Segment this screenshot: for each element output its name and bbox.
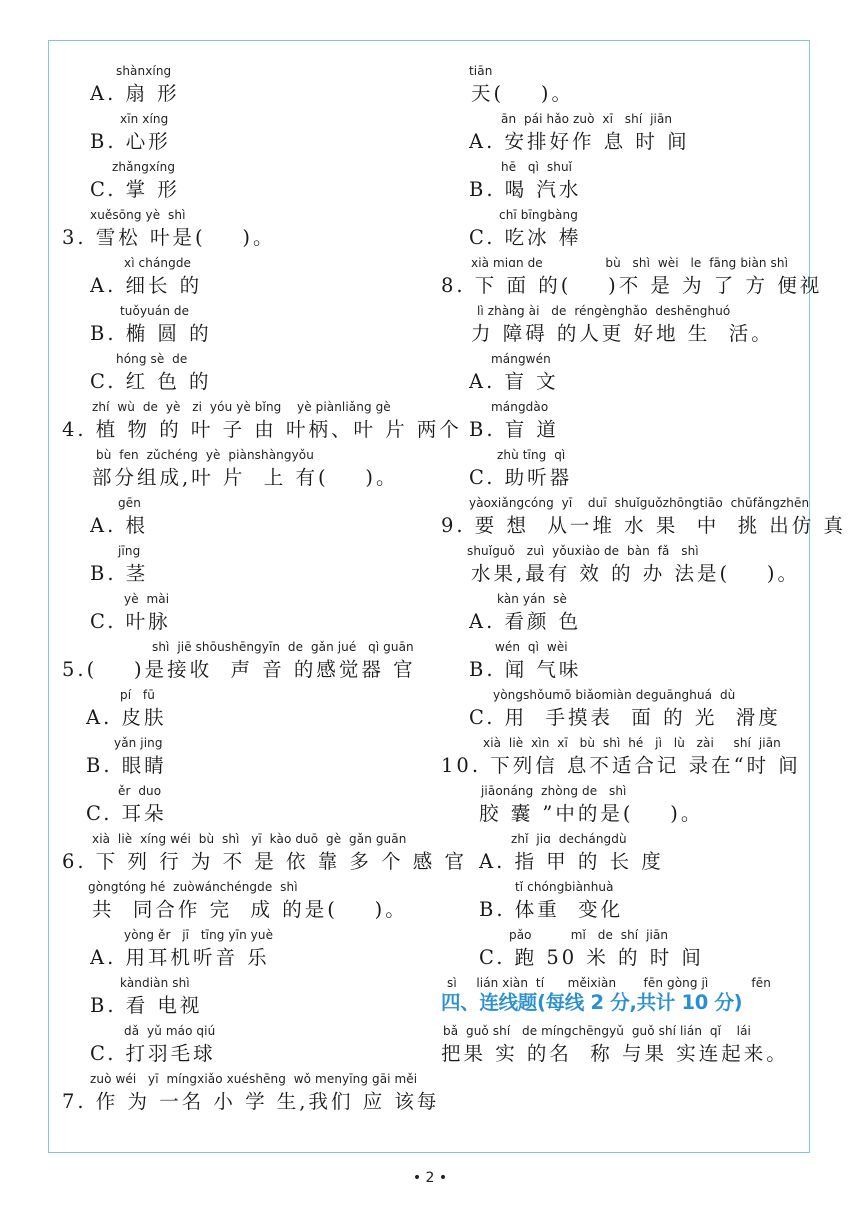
- pinyin-line: dǎ yǔ máo qiú: [124, 1024, 216, 1038]
- pinyin-line: xià liè xíng wéi bù shì yī kào duō gè gǎn guān: [92, 832, 407, 846]
- question-line: [62, 778, 428, 826]
- text-line: 6. 下 列 行 为 不 是 依 靠 多 个 感 官: [62, 850, 467, 873]
- text-line: 部分组成,叶 片 上 有( )。: [92, 466, 399, 489]
- text-line: 8. 下 面 的( )不 是 为 了 方 便视: [441, 274, 823, 297]
- pinyin-line: shì jiē shōushēngyīn de gǎn jué qì guān: [152, 640, 414, 654]
- question-line: [441, 442, 807, 490]
- question-line: [441, 682, 807, 730]
- pinyin-line: gòngtóng hé zuòwánchéngde shì: [88, 880, 298, 894]
- question-line: [62, 1066, 440, 1114]
- text-line: C. 打羽毛球: [90, 1042, 216, 1065]
- text-line: A. 指 甲 的 长 度: [479, 850, 664, 873]
- question-line: [441, 538, 807, 586]
- question-line: [441, 922, 807, 970]
- text-line: 天( )。: [471, 82, 575, 105]
- question-line: [441, 586, 807, 634]
- pinyin-line: hē qì shuǐ: [501, 160, 573, 174]
- question-line: [62, 922, 428, 970]
- question-line: [62, 970, 428, 1018]
- pinyin-line: jiāonáng zhòng de shì: [481, 784, 627, 798]
- pinyin-line: kàn yán sè: [497, 592, 567, 606]
- pinyin-line: xià miɑn de bù shì wèi le fāng biàn shì: [471, 256, 789, 270]
- question-line: [441, 730, 807, 778]
- question-line: [441, 778, 807, 826]
- text-line: 5.( )是接收 声 音 的感觉器 官: [62, 658, 416, 681]
- text-line: C. 助听器: [469, 466, 573, 489]
- text-line: A. 用耳机听音 乐: [90, 946, 270, 969]
- text-line: A. 盲 文: [469, 370, 559, 393]
- text-line: B. 茎: [90, 562, 149, 585]
- question-line: [441, 106, 807, 154]
- pinyin-line: tǐ chóngbiànhuà: [515, 880, 614, 894]
- question-line: [441, 874, 807, 922]
- question-line: [62, 826, 467, 874]
- pinyin-line: hóng sè de: [116, 352, 188, 366]
- pinyin-line: zuò wéi yī míngxiǎo xuéshēng wǒ menyīng gāi měi: [90, 1072, 418, 1086]
- text-line: A. 细长 的: [90, 274, 203, 297]
- question-line: [62, 874, 428, 922]
- question-line: [62, 1018, 428, 1066]
- pinyin-line: xuěsōng yè shì: [90, 208, 186, 222]
- pinyin-line: yòng ěr jī tīng yīn yuè: [124, 928, 274, 942]
- question-line: [62, 202, 428, 250]
- pinyin-line: bǎ guǒ shí de míngchēngyǔ guǒ shí lián qǐ lái: [443, 1024, 751, 1038]
- text-line: C. 用 手摸表 面 的 光 滑度: [469, 706, 781, 729]
- pinyin-line: xīn xíng: [120, 112, 169, 126]
- question-line: [441, 1018, 807, 1066]
- pinyin-line: tuǒyuán de: [120, 304, 190, 318]
- right-column: [441, 58, 846, 1066]
- pinyin-line: ān pái hǎo zuò xī shí jiān: [501, 112, 673, 126]
- text-line: B. 心形: [90, 130, 171, 153]
- question-line: [62, 490, 428, 538]
- pinyin-line: gēn: [118, 496, 141, 510]
- text-line: B. 闻 气味: [469, 658, 582, 681]
- pinyin-line: xià liè xìn xī bù shì hé jì lù zài shí jiān: [483, 736, 781, 750]
- question-line: [62, 106, 428, 154]
- question-line: [62, 250, 428, 298]
- text-line: A. 皮肤: [86, 706, 167, 729]
- question-line: [441, 394, 807, 442]
- text-line: A. 根: [90, 514, 148, 537]
- question-line: [62, 394, 462, 442]
- question-line: [441, 154, 807, 202]
- pinyin-line: mángwén: [491, 352, 551, 366]
- text-line: A. 安排好作 息 时 间: [469, 130, 690, 153]
- text-line: C. 红 色 的: [90, 370, 212, 393]
- text-line: C. 掌 形: [90, 178, 180, 201]
- text-line: 4. 植 物 的 叶 子 由 叶柄、叶 片 两个: [62, 418, 462, 441]
- text-line: C. 跑 50 米 的 时 间: [479, 946, 704, 969]
- text-line: 胶 囊 ”中的是( )。: [479, 802, 704, 825]
- question-line: [62, 634, 428, 682]
- pinyin-line: yàoxiǎngcóng yī duī shuǐguǒzhōngtiāo chūfǎngzhēn: [469, 496, 810, 510]
- pinyin-line: zhù tīng qì: [497, 448, 566, 462]
- text-line: 共 同合作 完 成 的是( )。: [92, 898, 408, 921]
- text-line: 10. 下列信 息不适合记 录在“时 间: [441, 754, 801, 777]
- pinyin-line: pǎo mǐ de shí jiān: [509, 928, 669, 942]
- text-line: B. 眼睛: [86, 754, 167, 777]
- question-line: [62, 298, 428, 346]
- pinyin-line: zhǐ jiɑ dechángdù: [511, 832, 627, 846]
- pinyin-line: lì zhàng ài de réngènghǎo deshēnghuó: [477, 304, 731, 318]
- pinyin-line: yòngshǒumō biǎomiàn deguānghuá dù: [493, 688, 736, 702]
- text-line: C. 耳朵: [86, 802, 167, 825]
- text-line: 9. 要 想 从一堆 水 果 中 挑 出仿 真: [441, 514, 846, 537]
- text-line: 3. 雪松 叶是( )。: [62, 226, 276, 249]
- question-line: [441, 58, 807, 106]
- pinyin-line: ěr duo: [118, 784, 162, 798]
- text-line: C. 吃冰 棒: [469, 226, 582, 249]
- question-line: [62, 442, 428, 490]
- question-line: [441, 202, 807, 250]
- question-line: [62, 154, 428, 202]
- pinyin-line: kàndiàn shì: [120, 976, 190, 990]
- question-line: [441, 298, 807, 346]
- pinyin-line: xì chángde: [124, 256, 192, 270]
- question-line: [441, 490, 846, 538]
- question-line: [441, 970, 807, 1018]
- question-line: [441, 346, 807, 394]
- text-line: 7. 作 为 一名 小 学 生,我们 应 该每: [62, 1090, 440, 1113]
- pinyin-line: chī bīngbàng: [499, 208, 578, 222]
- question-line: [441, 634, 807, 682]
- pinyin-line: pí fū: [120, 688, 155, 702]
- pinyin-line: jīng: [118, 544, 141, 558]
- pinyin-line: tiān: [469, 64, 493, 78]
- pinyin-line: mángdào: [491, 400, 549, 414]
- question-line: [441, 250, 823, 298]
- pinyin-line: sì lián xiàn tí měixiàn fēn gòng jì fēn: [447, 976, 771, 990]
- pinyin-line: zhí wù de yè zi yóu yè bǐng yè piànliǎng gè: [92, 400, 391, 414]
- text-line: B. 椭 圆 的: [90, 322, 212, 345]
- pinyin-line: bù fen zǔchéng yè piànshàngyǒu: [96, 448, 314, 462]
- text-line: B. 喝 汽水: [469, 178, 582, 201]
- pinyin-line: shànxíng: [116, 64, 172, 78]
- left-column: [62, 58, 467, 1114]
- question-line: [62, 730, 428, 778]
- pinyin-line: yè mài: [124, 592, 170, 606]
- pinyin-line: yǎn jing: [114, 736, 163, 750]
- text-line: C. 叶脉: [90, 610, 171, 633]
- text-line: B. 盲 道: [469, 418, 559, 441]
- question-line: [62, 682, 428, 730]
- text-line: 把果 实 的名 称 与果 实连起来。: [441, 1042, 789, 1065]
- text-line: 水果,最有 效 的 办 法是( )。: [471, 562, 801, 585]
- section-heading: 四、连线题(每线 2 分,共计 10 分): [441, 991, 743, 1014]
- question-line: [62, 58, 428, 106]
- text-line: B. 看 电视: [90, 994, 203, 1017]
- pinyin-line: zhǎngxíng: [112, 160, 176, 174]
- text-line: A. 看颜 色: [469, 610, 582, 633]
- pinyin-line: wén qì wèi: [495, 640, 568, 654]
- question-line: [62, 586, 428, 634]
- question-line: [62, 538, 428, 586]
- question-line: [62, 346, 428, 394]
- text-line: A. 扇 形: [90, 82, 180, 105]
- text-line: 力 障碍 的人更 好地 生 活。: [471, 322, 774, 345]
- text-line: B. 体重 变化: [479, 898, 624, 921]
- pinyin-line: shuǐguǒ zuì yǒuxiào de bàn fǎ shì: [467, 544, 699, 558]
- page-number: • 2 •: [412, 1170, 448, 1186]
- question-line: [441, 826, 807, 874]
